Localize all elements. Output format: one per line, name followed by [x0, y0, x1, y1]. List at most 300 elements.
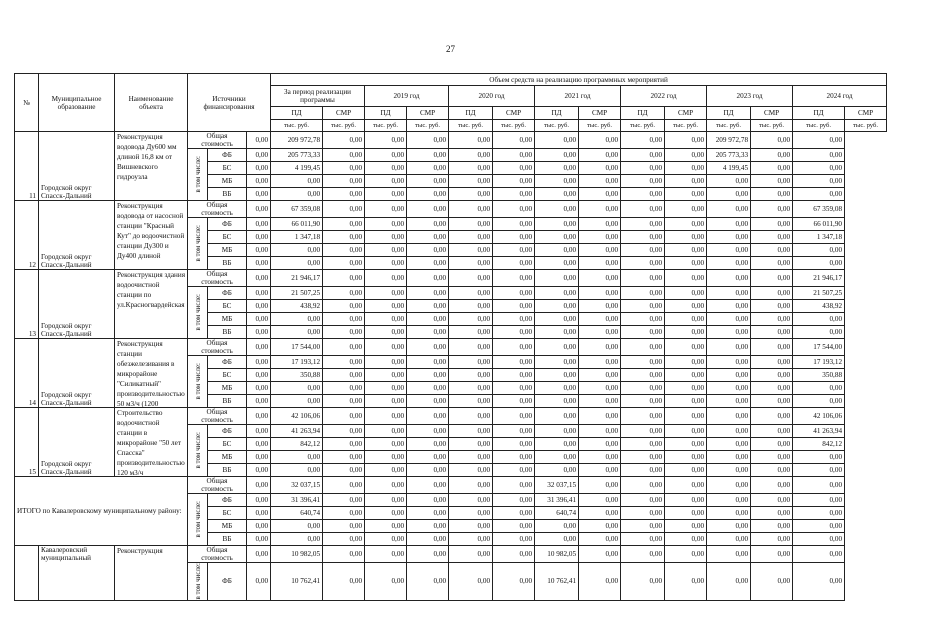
value-cell: 0,00 — [535, 218, 579, 231]
value-cell: 0,00 — [665, 507, 707, 520]
value-cell: 1 347,18 — [271, 231, 323, 244]
value-cell: 640,74 — [271, 507, 323, 520]
period-header: 2023 год — [707, 86, 793, 107]
col-object-header: Наименование объекта — [115, 74, 188, 132]
value-cell: 0,00 — [247, 369, 271, 382]
value-cell: 0,00 — [621, 300, 665, 313]
col-municipality-header: Муниципальное образование — [39, 74, 115, 132]
value-cell: 0,00 — [323, 201, 365, 218]
value-cell: 0,00 — [493, 369, 535, 382]
total-cost-label: Общая стоимость — [188, 270, 247, 287]
value-cell: 0,00 — [365, 218, 407, 231]
value-cell: 0,00 — [665, 546, 707, 563]
unit-header: тыс. руб. — [793, 120, 845, 132]
period-header: 2020 год — [449, 86, 535, 107]
value-cell: 0,00 — [323, 231, 365, 244]
pd-header: ПД — [365, 107, 407, 120]
value-cell: 0,00 — [323, 546, 365, 563]
value-cell: 0,00 — [535, 382, 579, 395]
pd-header: ПД — [535, 107, 579, 120]
including-label — [188, 356, 208, 408]
value-cell: 0,00 — [323, 425, 365, 438]
value-cell: 0,00 — [707, 326, 751, 339]
value-cell: 0,00 — [493, 408, 535, 425]
value-cell: 0,00 — [449, 257, 493, 270]
value-cell: 0,00 — [621, 257, 665, 270]
value-cell: 0,00 — [793, 132, 845, 149]
value-cell: 0,00 — [621, 563, 665, 601]
value-cell: 0,00 — [621, 395, 665, 408]
value-cell: 0,00 — [407, 175, 449, 188]
row-number: 12 — [15, 201, 39, 270]
value-cell: 0,00 — [665, 313, 707, 326]
value-cell: 41 263,94 — [271, 425, 323, 438]
value-cell: 0,00 — [621, 382, 665, 395]
value-cell: 0,00 — [535, 451, 579, 464]
value-cell: 0,00 — [621, 313, 665, 326]
value-cell: 0,00 — [493, 494, 535, 507]
value-cell: 0,00 — [323, 520, 365, 533]
value-cell: 0,00 — [493, 451, 535, 464]
value-cell: 0,00 — [449, 188, 493, 201]
value-cell: 0,00 — [751, 395, 793, 408]
value-cell: 0,00 — [707, 369, 751, 382]
value-cell: 640,74 — [535, 507, 579, 520]
value-cell: 0,00 — [449, 382, 493, 395]
value-cell: 0,00 — [793, 451, 845, 464]
value-cell: 0,00 — [271, 326, 323, 339]
value-cell: 0,00 — [449, 313, 493, 326]
value-cell: 0,00 — [271, 464, 323, 477]
unit-header: тыс. руб. — [323, 120, 365, 132]
including-text: в том числе: — [193, 432, 202, 469]
value-cell: 0,00 — [247, 382, 271, 395]
value-cell: 0,00 — [449, 533, 493, 546]
value-cell: 0,00 — [793, 494, 845, 507]
value-cell: 0,00 — [323, 162, 365, 175]
value-cell: 0,00 — [579, 369, 621, 382]
value-cell: 0,00 — [535, 270, 579, 287]
value-cell: 0,00 — [535, 395, 579, 408]
object-name: Реконструкция — [117, 547, 163, 555]
municipality-cell: Городской округ Спасск-Дальний — [39, 132, 115, 201]
value-cell: 32 037,15 — [535, 477, 579, 494]
value-cell: 0,00 — [407, 382, 449, 395]
value-cell: 0,00 — [621, 451, 665, 464]
value-cell: 0,00 — [271, 382, 323, 395]
value-cell: 0,00 — [365, 257, 407, 270]
value-cell: 0,00 — [449, 132, 493, 149]
value-cell: 0,00 — [751, 546, 793, 563]
value-cell: 0,00 — [407, 408, 449, 425]
source-label: БС — [208, 300, 247, 313]
source-label: ВБ — [208, 257, 247, 270]
value-cell: 0,00 — [621, 201, 665, 218]
value-cell: 0,00 — [365, 270, 407, 287]
value-cell: 0,00 — [365, 244, 407, 257]
value-cell: 0,00 — [707, 287, 751, 300]
value-cell: 0,00 — [493, 533, 535, 546]
source-label: ВБ — [208, 395, 247, 408]
value-cell: 10 982,05 — [271, 546, 323, 563]
value-cell: 0,00 — [793, 507, 845, 520]
value-cell: 0,00 — [535, 464, 579, 477]
value-cell: 0,00 — [793, 257, 845, 270]
value-cell: 31 396,41 — [535, 494, 579, 507]
value-cell: 0,00 — [535, 425, 579, 438]
value-cell: 0,00 — [271, 175, 323, 188]
value-cell: 0,00 — [751, 494, 793, 507]
unit-header: тыс. руб. — [621, 120, 665, 132]
value-cell: 0,00 — [751, 149, 793, 162]
value-cell: 0,00 — [365, 369, 407, 382]
smr-header: СМР — [665, 107, 707, 120]
value-cell: 0,00 — [751, 438, 793, 451]
value-cell: 0,00 — [407, 464, 449, 477]
value-cell: 0,00 — [751, 162, 793, 175]
value-cell: 0,00 — [247, 175, 271, 188]
unit-header: тыс. руб. — [665, 120, 707, 132]
value-cell: 0,00 — [247, 395, 271, 408]
source-label: МБ — [208, 382, 247, 395]
value-cell: 0,00 — [449, 464, 493, 477]
value-cell: 0,00 — [579, 382, 621, 395]
value-cell: 0,00 — [449, 175, 493, 188]
value-cell: 0,00 — [707, 451, 751, 464]
municipality-cell: Городской округ Спасск-Дальний — [39, 270, 115, 339]
smr-header: СМР — [751, 107, 793, 120]
value-cell: 0,00 — [535, 162, 579, 175]
value-cell: 66 011,90 — [793, 218, 845, 231]
value-cell: 0,00 — [493, 507, 535, 520]
value-cell: 31 396,41 — [271, 494, 323, 507]
value-cell: 0,00 — [751, 244, 793, 257]
value-cell: 0,00 — [407, 132, 449, 149]
value-cell: 0,00 — [535, 438, 579, 451]
value-cell: 42 106,06 — [793, 408, 845, 425]
value-cell: 0,00 — [751, 257, 793, 270]
value-cell: 0,00 — [493, 257, 535, 270]
value-cell: 0,00 — [407, 162, 449, 175]
pd-header: ПД — [449, 107, 493, 120]
value-cell: 438,92 — [793, 300, 845, 313]
value-cell: 0,00 — [665, 218, 707, 231]
value-cell: 0,00 — [271, 244, 323, 257]
value-cell: 0,00 — [579, 231, 621, 244]
municipality-cell: Городской округ Спасск-Дальний — [39, 408, 115, 477]
value-cell: 0,00 — [621, 507, 665, 520]
value-cell: 0,00 — [707, 300, 751, 313]
value-cell: 0,00 — [365, 477, 407, 494]
value-cell: 0,00 — [751, 464, 793, 477]
value-cell: 1 347,18 — [793, 231, 845, 244]
value-cell: 0,00 — [247, 313, 271, 326]
value-cell: 0,00 — [323, 244, 365, 257]
value-cell: 0,00 — [247, 477, 271, 494]
value-cell: 0,00 — [247, 546, 271, 563]
value-cell: 0,00 — [535, 520, 579, 533]
value-cell: 0,00 — [449, 326, 493, 339]
value-cell: 0,00 — [579, 162, 621, 175]
value-cell: 0,00 — [665, 287, 707, 300]
total-cost-label: Общая стоимость — [188, 477, 247, 494]
value-cell: 0,00 — [579, 356, 621, 369]
value-cell: 0,00 — [323, 175, 365, 188]
value-cell: 0,00 — [247, 425, 271, 438]
value-cell: 10 762,41 — [271, 563, 323, 601]
value-cell: 0,00 — [407, 507, 449, 520]
value-cell: 0,00 — [579, 300, 621, 313]
value-cell: 0,00 — [323, 533, 365, 546]
value-cell: 0,00 — [665, 438, 707, 451]
value-cell: 0,00 — [621, 369, 665, 382]
value-cell: 0,00 — [665, 425, 707, 438]
value-cell: 21 946,17 — [793, 270, 845, 287]
value-cell: 67 359,08 — [793, 201, 845, 218]
value-cell: 0,00 — [493, 438, 535, 451]
value-cell: 0,00 — [407, 546, 449, 563]
source-label: МБ — [208, 175, 247, 188]
table-row — [15, 339, 931, 356]
unit-header: тыс. руб. — [845, 120, 887, 132]
period-header: 2019 год — [365, 86, 449, 107]
col-no-header: № — [15, 74, 39, 132]
value-cell: 0,00 — [407, 270, 449, 287]
value-cell: 0,00 — [323, 300, 365, 313]
value-cell: 0,00 — [365, 188, 407, 201]
value-cell: 0,00 — [493, 218, 535, 231]
table-row — [15, 408, 931, 425]
value-cell: 0,00 — [407, 326, 449, 339]
value-cell: 0,00 — [707, 356, 751, 369]
table-row — [15, 132, 931, 149]
value-cell: 0,00 — [579, 546, 621, 563]
value-cell: 0,00 — [247, 356, 271, 369]
unit-header: тыс. руб. — [449, 120, 493, 132]
value-cell: 0,00 — [449, 425, 493, 438]
value-cell: 0,00 — [621, 149, 665, 162]
value-cell: 0,00 — [665, 244, 707, 257]
value-cell: 0,00 — [365, 149, 407, 162]
value-cell: 0,00 — [579, 326, 621, 339]
including-text: в том числе: — [193, 363, 202, 400]
value-cell: 0,00 — [493, 201, 535, 218]
value-cell: 0,00 — [665, 300, 707, 313]
value-cell: 0,00 — [323, 132, 365, 149]
value-cell: 0,00 — [271, 395, 323, 408]
object-name-cell — [115, 270, 188, 339]
smr-header: СМР — [493, 107, 535, 120]
value-cell: 0,00 — [621, 438, 665, 451]
total-cost-label: Общая стоимость — [188, 339, 247, 356]
value-cell: 0,00 — [707, 257, 751, 270]
value-cell: 0,00 — [449, 339, 493, 356]
value-cell: 0,00 — [449, 270, 493, 287]
value-cell: 0,00 — [621, 520, 665, 533]
value-cell: 0,00 — [493, 339, 535, 356]
including-label — [188, 149, 208, 201]
value-cell: 0,00 — [665, 451, 707, 464]
value-cell: 0,00 — [493, 546, 535, 563]
value-cell: 0,00 — [751, 132, 793, 149]
value-cell: 0,00 — [449, 477, 493, 494]
value-cell: 0,00 — [247, 132, 271, 149]
row-number: 14 — [15, 339, 39, 408]
value-cell: 0,00 — [449, 451, 493, 464]
row-number — [15, 546, 39, 601]
value-cell: 0,00 — [665, 339, 707, 356]
value-cell: 0,00 — [621, 231, 665, 244]
value-cell: 0,00 — [247, 507, 271, 520]
object-name-cell — [115, 339, 188, 408]
smr-header: СМР — [845, 107, 887, 120]
value-cell: 0,00 — [535, 369, 579, 382]
value-cell: 0,00 — [579, 201, 621, 218]
source-label: ФБ — [208, 287, 247, 300]
value-cell: 0,00 — [751, 287, 793, 300]
value-cell: 0,00 — [365, 520, 407, 533]
value-cell: 0,00 — [449, 546, 493, 563]
pd-header: ПД — [621, 107, 665, 120]
source-label: БС — [208, 162, 247, 175]
value-cell: 0,00 — [365, 395, 407, 408]
value-cell: 0,00 — [493, 326, 535, 339]
value-cell: 0,00 — [247, 218, 271, 231]
value-cell: 0,00 — [449, 507, 493, 520]
value-cell: 0,00 — [579, 244, 621, 257]
value-cell: 0,00 — [323, 464, 365, 477]
col-sources-header: Источники финансирования — [188, 74, 271, 132]
value-cell: 0,00 — [621, 132, 665, 149]
including-text: в том числе: — [193, 225, 202, 262]
table-row — [15, 546, 931, 563]
value-cell: 0,00 — [793, 546, 845, 563]
value-cell: 0,00 — [665, 231, 707, 244]
value-cell: 0,00 — [407, 356, 449, 369]
unit-header: тыс. руб. — [493, 120, 535, 132]
value-cell: 0,00 — [665, 477, 707, 494]
value-cell: 0,00 — [793, 326, 845, 339]
value-cell: 0,00 — [535, 132, 579, 149]
smr-header: СМР — [579, 107, 621, 120]
value-cell: 0,00 — [579, 270, 621, 287]
unit-header: тыс. руб. — [707, 120, 751, 132]
value-cell: 0,00 — [323, 477, 365, 494]
value-cell: 0,00 — [707, 382, 751, 395]
value-cell: 10 762,41 — [535, 563, 579, 601]
value-cell: 0,00 — [665, 132, 707, 149]
value-cell: 0,00 — [247, 201, 271, 218]
period-header: 2024 год — [793, 86, 887, 107]
value-cell: 0,00 — [493, 188, 535, 201]
including-text: в том числе: — [193, 563, 202, 600]
value-cell: 0,00 — [535, 339, 579, 356]
value-cell: 0,00 — [793, 563, 845, 601]
object-name-cell — [115, 546, 188, 601]
value-cell: 0,00 — [665, 563, 707, 601]
value-cell: 0,00 — [535, 231, 579, 244]
value-cell: 0,00 — [707, 201, 751, 218]
source-label: ФБ — [208, 149, 247, 162]
value-cell: 0,00 — [751, 477, 793, 494]
value-cell: 0,00 — [621, 326, 665, 339]
value-cell: 0,00 — [579, 175, 621, 188]
value-cell: 0,00 — [621, 425, 665, 438]
value-cell: 0,00 — [707, 408, 751, 425]
value-cell: 0,00 — [793, 520, 845, 533]
total-cost-label: Общая стоимость — [188, 408, 247, 425]
smr-header: СМР — [323, 107, 365, 120]
value-cell: 0,00 — [751, 356, 793, 369]
value-cell: 0,00 — [621, 464, 665, 477]
value-cell: 0,00 — [323, 563, 365, 601]
value-cell: 0,00 — [579, 408, 621, 425]
value-cell: 0,00 — [751, 313, 793, 326]
value-cell: 0,00 — [247, 188, 271, 201]
value-cell: 0,00 — [751, 300, 793, 313]
value-cell: 842,12 — [793, 438, 845, 451]
value-cell: 0,00 — [579, 287, 621, 300]
value-cell: 0,00 — [665, 326, 707, 339]
total-cost-label: Общая стоимость — [188, 546, 247, 563]
source-label: ВБ — [208, 188, 247, 201]
value-cell: 42 106,06 — [271, 408, 323, 425]
source-label: МБ — [208, 451, 247, 464]
value-cell: 0,00 — [407, 520, 449, 533]
value-cell: 0,00 — [751, 425, 793, 438]
row-number: 13 — [15, 270, 39, 339]
value-cell: 0,00 — [323, 494, 365, 507]
value-cell: 0,00 — [579, 149, 621, 162]
value-cell: 0,00 — [707, 425, 751, 438]
value-cell: 0,00 — [407, 339, 449, 356]
value-cell: 0,00 — [323, 326, 365, 339]
unit-header: тыс. руб. — [579, 120, 621, 132]
unit-header: тыс. руб. — [271, 120, 323, 132]
value-cell: 0,00 — [535, 287, 579, 300]
value-cell: 0,00 — [665, 494, 707, 507]
value-cell: 0,00 — [793, 464, 845, 477]
value-cell: 0,00 — [323, 369, 365, 382]
value-cell: 0,00 — [323, 188, 365, 201]
source-label: ФБ — [208, 218, 247, 231]
value-cell: 0,00 — [579, 218, 621, 231]
municipality-cell: Кавалеровский муниципальный — [39, 546, 115, 601]
value-cell: 0,00 — [323, 313, 365, 326]
period-header: За период реализации программы — [271, 86, 365, 107]
value-cell: 0,00 — [449, 149, 493, 162]
value-cell: 0,00 — [579, 132, 621, 149]
value-cell: 0,00 — [793, 533, 845, 546]
value-cell: 0,00 — [271, 520, 323, 533]
value-cell: 0,00 — [535, 533, 579, 546]
value-cell: 0,00 — [579, 520, 621, 533]
value-cell: 0,00 — [365, 287, 407, 300]
pd-header: ПД — [707, 107, 751, 120]
value-cell: 0,00 — [707, 188, 751, 201]
value-cell: 0,00 — [579, 477, 621, 494]
value-cell: 0,00 — [407, 494, 449, 507]
table-row — [15, 201, 931, 218]
value-cell: 0,00 — [247, 162, 271, 175]
pd-header: ПД — [271, 107, 323, 120]
value-cell: 0,00 — [535, 188, 579, 201]
source-label: ВБ — [208, 533, 247, 546]
value-cell: 0,00 — [271, 533, 323, 546]
including-label — [188, 494, 208, 546]
value-cell: 0,00 — [365, 356, 407, 369]
value-cell: 0,00 — [323, 507, 365, 520]
